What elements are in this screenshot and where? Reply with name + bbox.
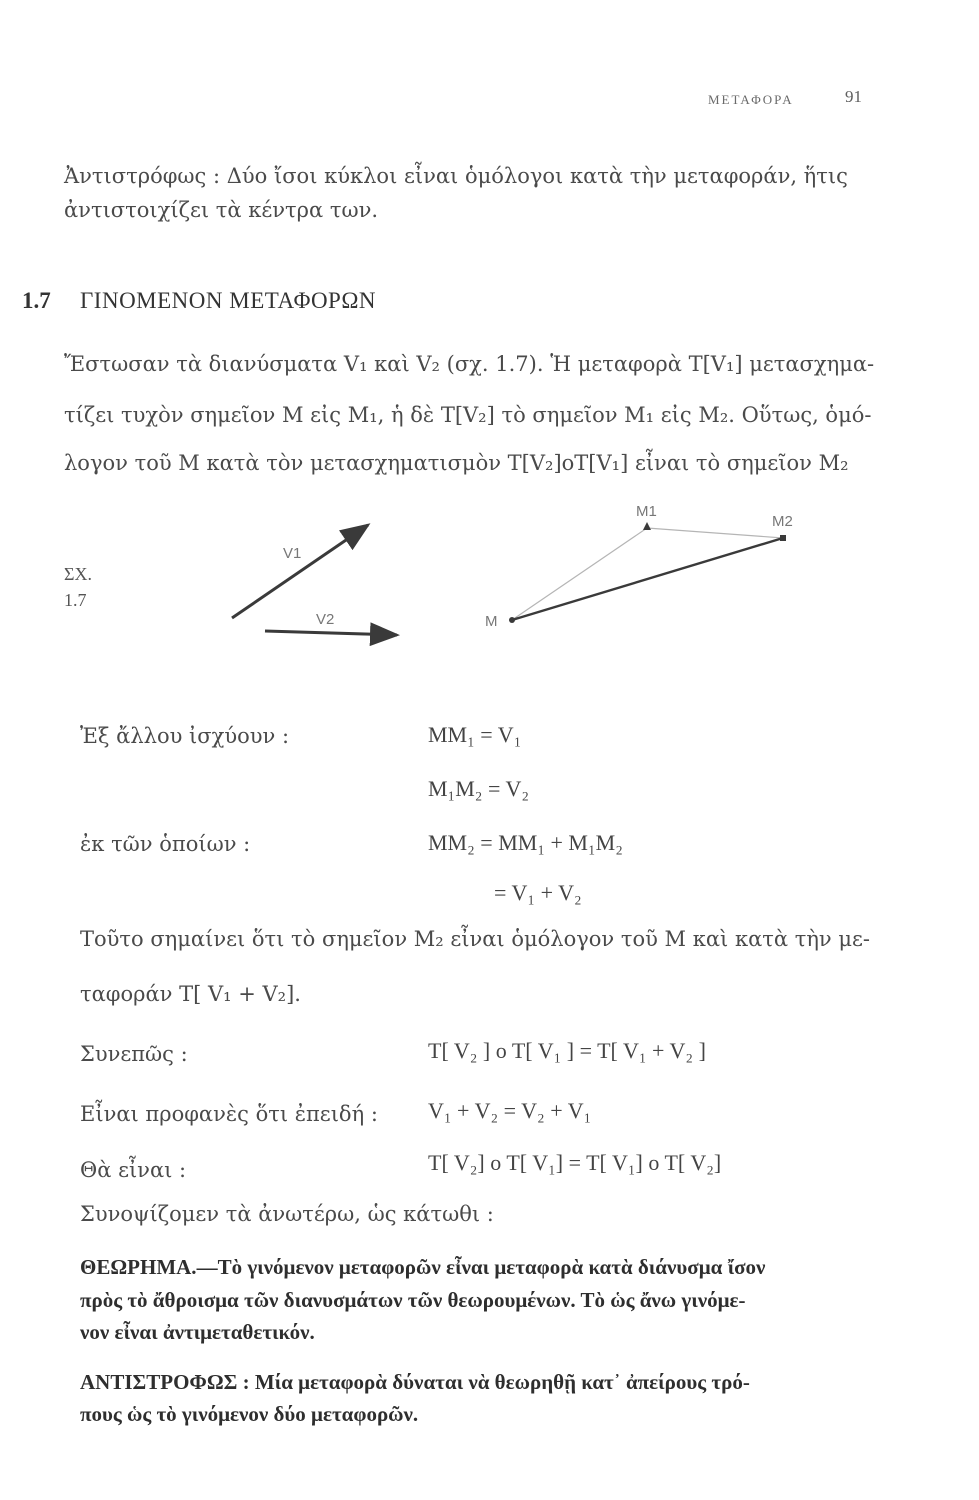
para1-line-1: Ἔστωσαν τὰ διανύσματα V₁ καὶ V₂ (σχ. 1.7). Ἡ μεταφορὰ T[V₁] μετασχημα- xyxy=(64,352,875,376)
intro-line-1: Ἀντιστρόφως : Δύο ἴσοι κύκλοι εἶναι ὁμόλογοι κατὰ τὴν μεταφοράν, ἥτις xyxy=(64,164,848,188)
running-title: ΜΕΤΑΦΟΡΑ xyxy=(708,92,794,107)
intro-line-2: ἀντιστοιχίζει τὰ κέντρα των. xyxy=(64,198,379,222)
converse-text-1: : Μία μεταφορὰ δύναται νὰ θεωρηθῇ κατ᾽ ἀπείρους τρό- xyxy=(237,1370,750,1394)
relation-eq-2: M₁M₂ = V₂ xyxy=(428,776,530,801)
converse-line-1 xyxy=(80,1370,750,1395)
segment-m1-m2 xyxy=(647,528,783,538)
para1-line-3: λογον τοῦ M κατὰ τὸν μετασχηματισμὸν T[V₂]oT[V₁] εἶναι τὸ σημεῖον M₂ xyxy=(64,451,849,475)
segment-m-m2 xyxy=(512,538,783,620)
section-number: 1.7 xyxy=(22,288,51,313)
consequence-eq-3: T[ V₂] o T[ V₁] = T[ V₁] o T[ V₂] xyxy=(428,1150,722,1175)
theorem-line-1 xyxy=(80,1255,765,1280)
vector-v2-arrow xyxy=(265,631,397,635)
relations-label-1: Ἐξ ἄλλου ἰσχύουν : xyxy=(80,724,290,748)
point-m2-label: M2 xyxy=(772,513,793,530)
vector-v1-arrow xyxy=(232,525,368,618)
consequence-label-1: Συνεπῶς : xyxy=(80,1042,188,1066)
point-m1 xyxy=(643,522,651,530)
relations-label-2: ἐκ τῶν ὁποίων : xyxy=(80,832,251,856)
para1-line-2: τίζει τυχὸν σημεῖον M εἰς M₁, ἡ δὲ T[V₂] τὸ σημεῖον M₁ εἰς M₂. Οὕτως, ὁμό- xyxy=(64,403,872,427)
consequence-eq-2: V₁ + V₂ = V₂ + V₁ xyxy=(428,1098,592,1123)
vector-v1-label: V1 xyxy=(283,545,302,562)
converse-label: ΑΝΤΙΣΤΡΟΦΩΣ xyxy=(80,1370,238,1394)
segment-m-m1 xyxy=(512,528,647,620)
summary-line: Συνοψίζομεν τὰ ἀνωτέρω, ὡς κάτωθι : xyxy=(80,1202,494,1226)
point-m-label: M xyxy=(485,613,498,630)
theorem-line-2: πρὸς τὸ ἄθροισμα τῶν διανυσμάτων τῶν θεωρουμένων. Τὸ ὡς ἄνω γινόμε- xyxy=(80,1288,746,1312)
point-m2 xyxy=(780,535,786,541)
page-number: 91 xyxy=(845,87,862,106)
relation-eq-3: MM₂ = MM₁ + M₁M₂ xyxy=(428,830,623,855)
theorem-line-3: νον εἶναι ἀντιμεταθετικόν. xyxy=(80,1320,315,1344)
point-m1-label: M1 xyxy=(636,503,657,520)
section-title: ΓΙΝΟΜΕΝΟΝ ΜΕΤΑΦΟΡΩΝ xyxy=(80,288,377,313)
converse-line-2: πους ὡς τὸ γινόμενον δύο μεταφορῶν. xyxy=(80,1402,419,1426)
consequence-label-2: Εἶναι προφανὲς ὅτι ἐπειδή : xyxy=(80,1102,378,1126)
relation-eq-4: = V₁ + V₂ xyxy=(494,880,582,905)
para2-line-2: ταφοράν T[ V₁ + V₂]. xyxy=(80,982,301,1006)
point-m xyxy=(509,617,515,623)
figure-caption-label: ΣΧ. xyxy=(64,564,92,584)
consequence-eq-1: T[ V₂ ] o T[ V₁ ] = T[ V₁ + V₂ ] xyxy=(428,1038,706,1063)
vector-v2-label: V2 xyxy=(316,611,335,628)
relation-eq-1: MM₁ = V₁ xyxy=(428,722,522,747)
theorem-text-1: —Τὸ γινόμενον μεταφορῶν εἶναι μεταφορὰ κατὰ διάνυσμα ἴσον xyxy=(196,1255,766,1279)
figure-caption-number: 1.7 xyxy=(64,590,87,610)
para2-line-1: Τοῦτο σημαίνει ὅτι τὸ σημεῖον M₂ εἶναι ὁμόλογον τοῦ M καὶ κατὰ τὴν με- xyxy=(80,927,870,951)
theorem-label: ΘΕΩΡΗΜΑ. xyxy=(80,1255,197,1279)
figure-1-7 xyxy=(0,0,979,720)
consequence-label-3: Θὰ εἶναι : xyxy=(80,1158,187,1182)
